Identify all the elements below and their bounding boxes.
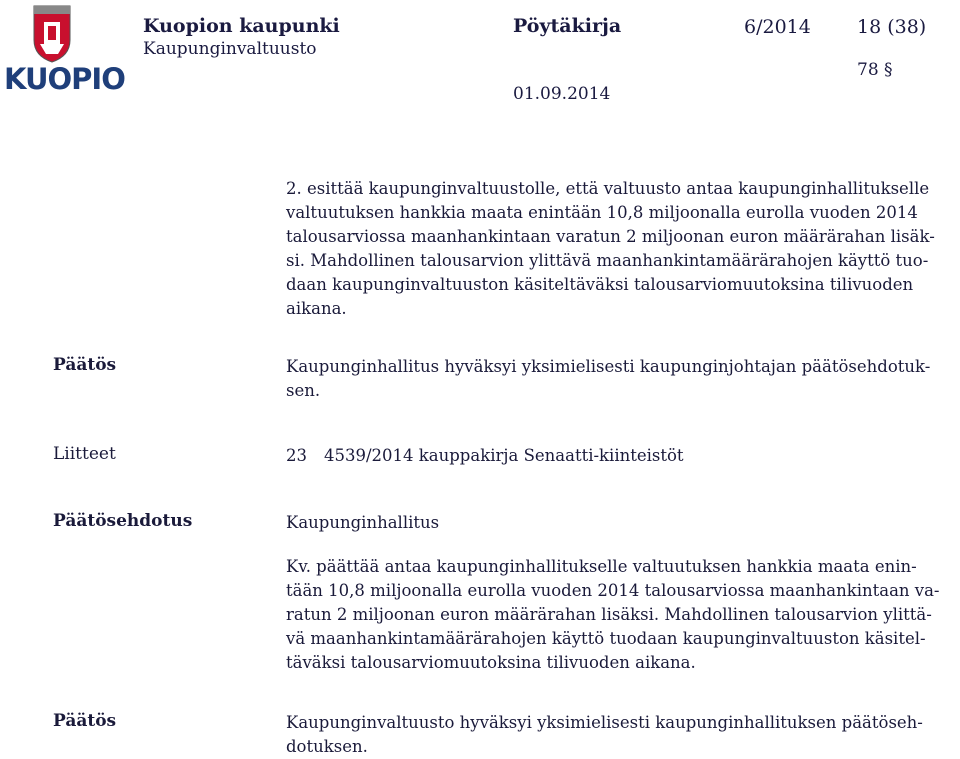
item-2-paragraph: 2. esittää kaupunginvaltuustolle, että valtuusto antaa kaupunginhallitukselle valtuutuksen hankkia maata enintään 10,8 miljoonalla eurolla vuoden 2014 talousarviossa maanhankintaan varatun 2 miljoonan euron määrärahan lisäk- si. Mahdollinen talousarvion ylittävä maanhankintamäärärahojen käyttö tuo- daan kaupunginvaltuuston käsiteltäväksi talousarviomuutoksina tilivuoden aikana. [286,179,935,318]
logo-text: KUOPIO [4,62,125,96]
decision-text: Kaupunginhallitus hyväksyi yksimielisesti kaupunginjohtajan päätösehdotuk- sen. [286,357,931,400]
final-decision-text: Kaupunginvaltuusto hyväksyi yksimielisesti kaupunginhallituksen päätöseh- dotuksen. [286,713,923,756]
attachment-number: 23 [286,446,307,465]
meeting-date: 01.09.2014 [513,84,611,104]
section-number: 78 § [857,60,893,80]
proposal-text: Kv. päättää antaa kaupunginhallitukselle valtuutuksen hankkia maata enin- tään 10,8 miljoonalla eurolla vuoden 2014 talousarviossa maanhankintaan va- ratun 2 miljoonan euron määrärahan lisäksi. Mahdollinen talousarvion ylittä- vä maanhankintamäärärahojen käyttö tuodaan kaupunginvaltuuston käsitel- täväksi talousarviomuutoksina tilivuoden aikana. [286,557,940,672]
proposal-body: Kaupunginhallitus [286,513,440,532]
decision-label: Päätös [53,355,117,375]
final-decision-label: Päätös [53,711,117,731]
page-number: 18 (38) [857,16,927,38]
kuopio-logo [4,4,125,100]
attachment-link[interactable]: 4539/2014 kauppakirja Senaatti-kiinteistöt [324,446,684,465]
body-name: Kaupunginvaltuusto [143,39,317,59]
attachments-label: Liitteet [53,444,116,464]
org-name: Kuopion kaupunki [143,15,340,37]
doc-number: 6/2014 [744,16,811,38]
doc-type: Pöytäkirja [513,15,622,37]
proposal-label: Päätösehdotus [53,511,193,531]
